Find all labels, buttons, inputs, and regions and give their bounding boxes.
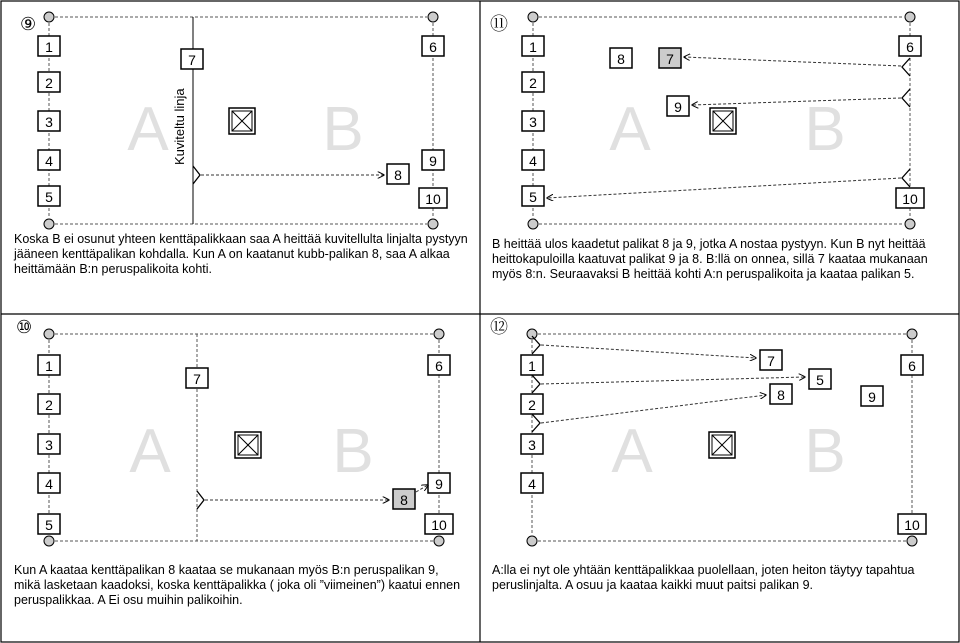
king-icon <box>710 108 736 134</box>
corner-pin <box>528 219 538 229</box>
block-label: 3 <box>45 114 53 130</box>
block-label: 6 <box>906 39 914 55</box>
throw-arrow <box>547 178 901 198</box>
side-label-a: A <box>609 95 651 164</box>
panel-number: ⑪ <box>490 14 508 35</box>
panel-10 <box>16 317 453 546</box>
side-label-b: B <box>804 417 846 486</box>
corner-pin <box>434 329 444 339</box>
corner-pin <box>44 12 54 22</box>
block-label: 3 <box>529 114 537 130</box>
caption-panel-12: A:lla ei nyt ole yhtään kenttäpalikkaa puolellaan, joten heiton täytyy tapahtua peruslinjalta. A osuu ja kaataa kaikki muut paitsi palikan 9. <box>492 563 915 592</box>
block-label: 7 <box>666 51 674 67</box>
thrower-icon <box>532 414 540 432</box>
caption-panel-11: B heittää ulos kaadetut palikat 8 ja 9, jotka A nostaa pystyyn. Kun B nyt heittää heittokapuloilla kaatuvat palikat 9 ja 8. B:llä on onnea, sillä 7 kaataa mukanaan myös 8:n. Seuraavaksi B heittää kohti A:n peruspalikoita ja kaataa palikan 5. <box>492 237 928 281</box>
panel-12 <box>490 317 926 546</box>
block-label: 7 <box>188 52 196 68</box>
corner-pin <box>905 12 915 22</box>
corner-pin <box>528 12 538 22</box>
corner-pin <box>44 219 54 229</box>
block-label: 7 <box>767 353 775 369</box>
side-label-a: A <box>127 95 169 164</box>
block-label: 2 <box>528 397 536 413</box>
block-label: 4 <box>529 153 537 169</box>
side-label-b: B <box>804 95 846 164</box>
corner-pin <box>44 536 54 546</box>
baseline-blocks-b <box>896 36 924 208</box>
block-label: 6 <box>429 39 437 55</box>
panel-number: ⑩ <box>16 317 33 338</box>
side-label-b: B <box>332 417 374 486</box>
panel-11 <box>490 12 924 229</box>
block-label: 10 <box>425 191 441 207</box>
throw-arrow <box>541 377 805 384</box>
block-label: 3 <box>528 437 536 453</box>
throw-arrow <box>541 395 766 423</box>
block-label: 2 <box>45 397 53 413</box>
imaginary-line-label: Kuviteltu linja <box>172 88 187 165</box>
block-label: 10 <box>902 191 918 207</box>
block-label: 8 <box>777 387 785 403</box>
corner-pin <box>905 219 915 229</box>
block-label: 8 <box>394 167 402 183</box>
block-label: 1 <box>529 39 537 55</box>
throw-arrow <box>684 57 901 66</box>
corner-pin <box>907 536 917 546</box>
caption-panel-9: Koska B ei osunut yhteen kenttäpalikkaan saa A heittää kuvitellulta linjalta pystyyn jääneen kenttäpalikan kohdalla. Kun A on kaatanut kubb-palikan 8, saa A alkaa heittämään B:n peruspalikoita kohti. <box>14 232 468 276</box>
thrower-icon <box>197 491 204 509</box>
side-label-a: A <box>129 417 171 486</box>
block-label: 10 <box>904 517 920 533</box>
block-label: 9 <box>868 389 876 405</box>
knock-arrow <box>416 485 428 492</box>
block-label: 4 <box>45 476 53 492</box>
block-label: 9 <box>674 99 682 115</box>
throw-arrow <box>692 98 901 105</box>
thrower-icon <box>902 169 910 187</box>
king-icon <box>229 108 255 134</box>
block-label: 3 <box>45 437 53 453</box>
corner-pin <box>428 219 438 229</box>
corner-pin <box>527 329 537 339</box>
panel-9 <box>20 12 447 229</box>
block-label: 6 <box>908 358 916 374</box>
block-label: 5 <box>45 517 53 533</box>
block-label: 7 <box>193 371 201 387</box>
caption-panel-10: Kun A kaataa kenttäpalikan 8 kaataa se mukanaan myös B:n peruspalikan 9, mikä lasketaan kaadoksi, koska kenttäpalikka ( joka oli ”viimeinen”) kaatui ennen peruspalikkaa. A Ei osu muihin palikoihin. <box>14 563 461 607</box>
thrower-icon <box>532 375 540 393</box>
throw-arrow <box>541 345 756 358</box>
thrower-icon <box>902 89 910 107</box>
corner-pin <box>527 536 537 546</box>
corner-pin <box>434 536 444 546</box>
block-label: 4 <box>45 153 53 169</box>
block-label: 5 <box>45 189 53 205</box>
block-label: 8 <box>617 51 625 67</box>
block-label: 6 <box>435 358 443 374</box>
block-label: 1 <box>45 358 53 374</box>
block-label: 9 <box>435 476 443 492</box>
block-label: 5 <box>529 189 537 205</box>
corner-pin <box>428 12 438 22</box>
king-icon <box>709 432 735 458</box>
side-label-a: A <box>611 417 653 486</box>
block-label: 5 <box>816 372 824 388</box>
block-label: 1 <box>45 39 53 55</box>
corner-pin <box>907 329 917 339</box>
block-label: 2 <box>45 75 53 91</box>
king-icon <box>235 432 261 458</box>
block-label: 9 <box>429 153 437 169</box>
thrower-icon <box>193 166 200 184</box>
corner-pin <box>44 329 54 339</box>
panel-number: ⑫ <box>490 317 508 338</box>
thrower-icon <box>902 58 910 76</box>
panel-number: ⑨ <box>20 14 37 35</box>
block-label: 4 <box>528 476 536 492</box>
block-label: 2 <box>529 75 537 91</box>
block-label: 10 <box>431 517 447 533</box>
block-label: 1 <box>528 358 536 374</box>
side-label-b: B <box>322 95 364 164</box>
baseline-blocks-b <box>419 36 447 208</box>
block-label: 8 <box>400 492 408 508</box>
